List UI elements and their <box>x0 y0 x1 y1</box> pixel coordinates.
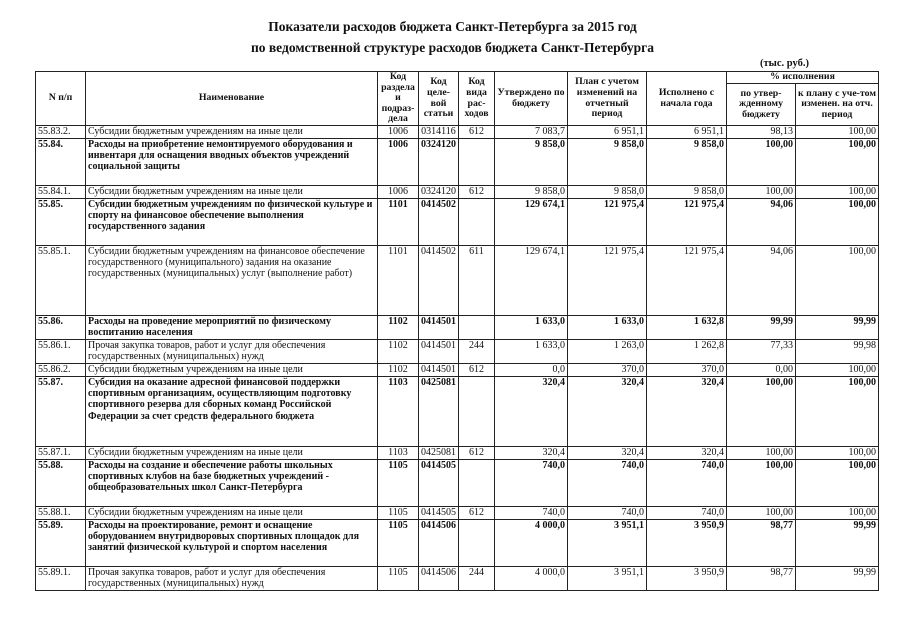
cell-type-code <box>459 199 495 246</box>
cell-num: 55.86.2. <box>36 364 86 377</box>
cell-approved: 0,0 <box>495 364 568 377</box>
cell-executed: 121 975,4 <box>647 246 727 316</box>
cell-plan: 9 858,0 <box>568 186 647 199</box>
column-header-approved: Утверждено по бюджету <box>495 72 568 126</box>
cell-pct-approved: 100,00 <box>727 507 796 520</box>
cell-name: Расходы на создание и обеспечение работы школьных спортивных клубов на базе бюджетных учреждений - общеобразовательных школ Санкт-Петербурга <box>86 460 378 507</box>
cell-target-code: 0414505 <box>419 507 459 520</box>
cell-pct-approved: 98,77 <box>727 567 796 591</box>
cell-type-code: 612 <box>459 507 495 520</box>
table-row <box>36 447 879 460</box>
cell-target-code: 0425081 <box>419 377 459 447</box>
cell-section-code: 1103 <box>378 377 419 447</box>
cell-executed: 740,0 <box>647 507 727 520</box>
cell-approved: 129 674,1 <box>495 246 568 316</box>
table-row <box>36 520 879 567</box>
cell-plan: 121 975,4 <box>568 199 647 246</box>
cell-name: Субсидии бюджетным учреждениям по физической культуре и спорту на финансовое обеспечение выполнения государственного задания <box>86 199 378 246</box>
cell-pct-approved: 94,06 <box>727 199 796 246</box>
table-row <box>36 377 879 447</box>
cell-pct-approved: 98,13 <box>727 126 796 139</box>
column-header-percent-group: % исполнения <box>727 72 879 84</box>
cell-name: Субсидии бюджетным учреждениям на финансовое обеспечение государственного (муниципального) задания на оказание государственных (муниципальных) услуг (выполнение работ) <box>86 246 378 316</box>
cell-pct-approved: 99,99 <box>727 316 796 340</box>
cell-num: 55.88. <box>36 460 86 507</box>
cell-pct-plan: 99,99 <box>796 567 879 591</box>
cell-pct-plan: 100,00 <box>796 507 879 520</box>
cell-approved: 4 000,0 <box>495 567 568 591</box>
cell-executed: 9 858,0 <box>647 139 727 186</box>
cell-num: 55.84. <box>36 139 86 186</box>
cell-num: 55.87.1. <box>36 447 86 460</box>
cell-pct-approved: 100,00 <box>727 139 796 186</box>
table-row <box>36 199 879 246</box>
cell-section-code: 1105 <box>378 520 419 567</box>
cell-pct-approved: 100,00 <box>727 186 796 199</box>
cell-plan: 3 951,1 <box>568 567 647 591</box>
cell-target-code: 0314116 <box>419 126 459 139</box>
cell-executed: 1 632,8 <box>647 316 727 340</box>
cell-executed: 3 950,9 <box>647 520 727 567</box>
column-header-pct-approved: по утвер-жденному бюджету <box>727 84 796 126</box>
cell-approved: 9 858,0 <box>495 139 568 186</box>
cell-type-code: 612 <box>459 447 495 460</box>
cell-executed: 9 858,0 <box>647 186 727 199</box>
cell-pct-approved: 100,00 <box>727 447 796 460</box>
cell-plan: 121 975,4 <box>568 246 647 316</box>
column-header-type-code: Код вида рас-ходов <box>459 72 495 126</box>
cell-executed: 370,0 <box>647 364 727 377</box>
cell-section-code: 1102 <box>378 340 419 364</box>
column-header-target-code: Код целе-вой статьи <box>419 72 459 126</box>
table-body <box>36 126 879 591</box>
cell-section-code: 1105 <box>378 567 419 591</box>
cell-type-code: 244 <box>459 340 495 364</box>
units-label: (тыс. руб.) <box>760 58 809 69</box>
cell-plan: 320,4 <box>568 447 647 460</box>
table-row <box>36 364 879 377</box>
cell-plan: 740,0 <box>568 460 647 507</box>
cell-section-code: 1006 <box>378 186 419 199</box>
column-header-section-code: Код раздела и подраз-дела <box>378 72 419 126</box>
cell-plan: 320,4 <box>568 377 647 447</box>
cell-section-code: 1006 <box>378 126 419 139</box>
document-subtitle: по ведомственной структуре расходов бюджета Санкт-Петербурга <box>250 40 655 55</box>
cell-executed: 320,4 <box>647 377 727 447</box>
cell-pct-plan: 100,00 <box>796 364 879 377</box>
cell-executed: 320,4 <box>647 447 727 460</box>
cell-plan: 1 633,0 <box>568 316 647 340</box>
cell-section-code: 1102 <box>378 364 419 377</box>
cell-plan: 370,0 <box>568 364 647 377</box>
cell-section-code: 1006 <box>378 139 419 186</box>
cell-name: Расходы на приобретение немонтируемого оборудования и инвентаря для оснащения вводных объектов учреждений социальной защиты <box>86 139 378 186</box>
cell-plan: 740,0 <box>568 507 647 520</box>
cell-name: Субсидия на оказание адресной финансовой поддержки спортивным организациям, осуществляющим подготовку спортивного резерва для сборных команд Российской Федерации за счет средств федерального бюджета <box>86 377 378 447</box>
cell-num: 55.88.1. <box>36 507 86 520</box>
cell-target-code: 0324120 <box>419 186 459 199</box>
cell-executed: 121 975,4 <box>647 199 727 246</box>
cell-target-code: 0414506 <box>419 520 459 567</box>
cell-num: 55.89. <box>36 520 86 567</box>
cell-type-code: 611 <box>459 246 495 316</box>
cell-pct-plan: 100,00 <box>796 186 879 199</box>
cell-pct-plan: 100,00 <box>796 126 879 139</box>
table-row <box>36 246 879 316</box>
cell-executed: 740,0 <box>647 460 727 507</box>
cell-pct-plan: 100,00 <box>796 199 879 246</box>
table-row <box>36 340 879 364</box>
cell-executed: 6 951,1 <box>647 126 727 139</box>
cell-plan: 6 951,1 <box>568 126 647 139</box>
table-row <box>36 126 879 139</box>
cell-num: 55.83.2. <box>36 126 86 139</box>
cell-approved: 1 633,0 <box>495 340 568 364</box>
table-row <box>36 186 879 199</box>
cell-num: 55.85. <box>36 199 86 246</box>
table-header <box>36 72 879 126</box>
cell-name: Расходы на проектирование, ремонт и оснащение оборудованием внутридворовых спортивных площадок для занятий физической культурой и спортом населения <box>86 520 378 567</box>
budget-table <box>35 71 879 591</box>
column-header-name: Наименование <box>86 72 378 126</box>
cell-pct-plan: 100,00 <box>796 377 879 447</box>
cell-num: 55.84.1. <box>36 186 86 199</box>
cell-section-code: 1103 <box>378 447 419 460</box>
cell-type-code: 244 <box>459 567 495 591</box>
cell-num: 55.86.1. <box>36 340 86 364</box>
cell-name: Расходы на проведение мероприятий по физическому воспитанию населения <box>86 316 378 340</box>
cell-name: Субсидии бюджетным учреждениям на иные цели <box>86 507 378 520</box>
cell-approved: 740,0 <box>495 460 568 507</box>
column-header-num: N п/п <box>36 72 86 126</box>
cell-target-code: 0414505 <box>419 460 459 507</box>
cell-pct-plan: 100,00 <box>796 460 879 507</box>
cell-target-code: 0414502 <box>419 199 459 246</box>
cell-approved: 9 858,0 <box>495 186 568 199</box>
cell-pct-approved: 98,77 <box>727 520 796 567</box>
cell-pct-plan: 100,00 <box>796 246 879 316</box>
cell-target-code: 0414501 <box>419 364 459 377</box>
cell-approved: 129 674,1 <box>495 199 568 246</box>
cell-pct-approved: 94,06 <box>727 246 796 316</box>
cell-type-code: 612 <box>459 186 495 199</box>
cell-type-code: 612 <box>459 364 495 377</box>
document-title: Показатели расходов бюджета Санкт-Петербурга за 2015 год <box>268 19 637 34</box>
cell-pct-plan: 99,98 <box>796 340 879 364</box>
cell-approved: 4 000,0 <box>495 520 568 567</box>
cell-type-code <box>459 377 495 447</box>
cell-pct-approved: 0,00 <box>727 364 796 377</box>
cell-name: Прочая закупка товаров, работ и услуг для обеспечения государственных (муниципальных) нужд <box>86 567 378 591</box>
cell-type-code <box>459 520 495 567</box>
cell-num: 55.85.1. <box>36 246 86 316</box>
cell-name: Субсидии бюджетным учреждениям на иные цели <box>86 447 378 460</box>
column-header-pct-plan: к плану с уче-том изменен. на отч. период <box>796 84 879 126</box>
cell-target-code: 0414501 <box>419 340 459 364</box>
cell-section-code: 1105 <box>378 507 419 520</box>
cell-executed: 1 262,8 <box>647 340 727 364</box>
cell-plan: 3 951,1 <box>568 520 647 567</box>
cell-type-code <box>459 316 495 340</box>
cell-approved: 1 633,0 <box>495 316 568 340</box>
cell-pct-approved: 100,00 <box>727 460 796 507</box>
cell-section-code: 1102 <box>378 316 419 340</box>
cell-approved: 740,0 <box>495 507 568 520</box>
cell-pct-approved: 77,33 <box>727 340 796 364</box>
cell-type-code <box>459 139 495 186</box>
cell-section-code: 1101 <box>378 246 419 316</box>
cell-pct-plan: 100,00 <box>796 139 879 186</box>
cell-target-code: 0414506 <box>419 567 459 591</box>
table-row <box>36 460 879 507</box>
cell-pct-plan: 99,99 <box>796 316 879 340</box>
cell-executed: 3 950,9 <box>647 567 727 591</box>
table-row <box>36 567 879 591</box>
column-header-executed: Исполнено с начала года <box>647 72 727 126</box>
column-header-plan: План с учетом изменений на отчетный период <box>568 72 647 126</box>
cell-pct-plan: 99,99 <box>796 520 879 567</box>
cell-name: Субсидии бюджетным учреждениям на иные цели <box>86 126 378 139</box>
cell-plan: 1 263,0 <box>568 340 647 364</box>
table-row <box>36 507 879 520</box>
table-row <box>36 139 879 186</box>
cell-target-code: 0324120 <box>419 139 459 186</box>
cell-pct-plan: 100,00 <box>796 447 879 460</box>
cell-num: 55.87. <box>36 377 86 447</box>
cell-target-code: 0425081 <box>419 447 459 460</box>
cell-plan: 9 858,0 <box>568 139 647 186</box>
cell-name: Субсидии бюджетным учреждениям на иные цели <box>86 186 378 199</box>
cell-name: Субсидии бюджетным учреждениям на иные цели <box>86 364 378 377</box>
cell-target-code: 0414501 <box>419 316 459 340</box>
cell-approved: 320,4 <box>495 447 568 460</box>
cell-section-code: 1105 <box>378 460 419 507</box>
cell-type-code <box>459 460 495 507</box>
cell-type-code: 612 <box>459 126 495 139</box>
cell-num: 55.89.1. <box>36 567 86 591</box>
cell-approved: 7 083,7 <box>495 126 568 139</box>
table-row <box>36 316 879 340</box>
cell-name: Прочая закупка товаров, работ и услуг для обеспечения государственных (муниципальных) нужд <box>86 340 378 364</box>
cell-pct-approved: 100,00 <box>727 377 796 447</box>
cell-num: 55.86. <box>36 316 86 340</box>
cell-section-code: 1101 <box>378 199 419 246</box>
cell-target-code: 0414502 <box>419 246 459 316</box>
cell-approved: 320,4 <box>495 377 568 447</box>
